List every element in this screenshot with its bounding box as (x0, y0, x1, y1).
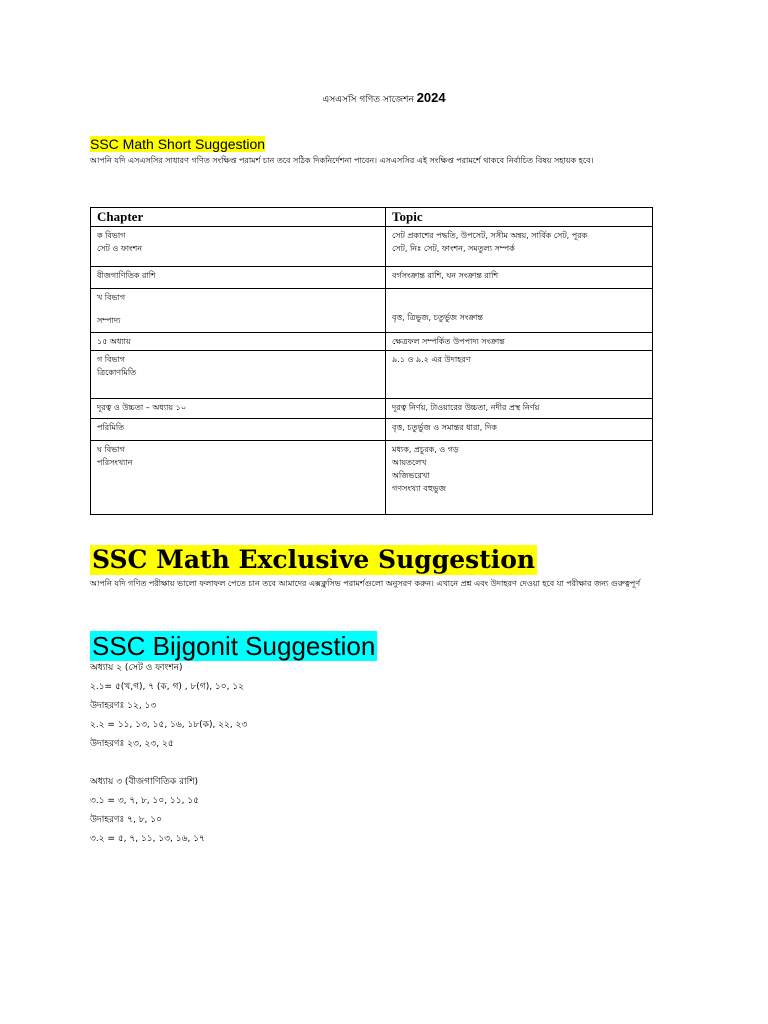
bijgonit-line: অধ্যায় ৩ (বীজগাণিতিক রাশি) (90, 777, 199, 787)
topic-cell (386, 399, 653, 419)
chapter-cell-line: খ বিভাগ (97, 293, 126, 302)
topic-cell-line: দূরত্ব নির্ণয়, টাওয়ারের উচ্চতা, নদীর প্রস্থ নির্ণয় (392, 403, 540, 412)
topic-cell-line: গণসংখ্যা বহুভুজ (392, 484, 446, 493)
topic-cell (386, 351, 653, 399)
bijgonit-line: ২.২ = ১১, ১৩, ১৫, ১৬, ১৮(ক), ২২, ২৩ (90, 720, 248, 730)
chapter-cell (91, 351, 386, 399)
page-title (0, 90, 768, 107)
short-suggestion-paragraph: আপনি যদি এসএসসির সাধারণ গণিত সংক্ষিপ্ত পরামর্শ চান তবে সঠিক দিকনির্দেশনা পাবেন। এসএসসির এই সংক্ষিপ্ত পরামর্শে থাকবে নির্বাচিত বিষয় সহায়ক হবে। (90, 156, 594, 165)
chapter-cell (91, 289, 386, 333)
topic-cell-line: সেট, নিঃ সেট, ফাংশন, সমতুল্য সম্পর্ক (392, 244, 515, 253)
topic-cell (386, 227, 653, 267)
chapter-cell-line: বীজগাণিতিক রাশি (97, 271, 156, 280)
topic-cell (386, 419, 653, 441)
table-header-row (91, 208, 653, 227)
table-row (91, 441, 653, 515)
bijgonit-line: ৩.১ = ৩, ৭, ৮, ১০, ১১, ১৫ (90, 796, 200, 806)
topic-cell (386, 441, 653, 515)
page-title-year: 2024 (416, 90, 446, 105)
topic-cell-line: ক্ষেত্রফল সম্পর্কিত উপপাদ্য সংক্রান্ত (392, 337, 505, 346)
chapter-cell-line: পরিসংখ্যান (97, 458, 133, 467)
chapter-cell (91, 227, 386, 267)
topic-cell-line (392, 291, 646, 301)
chapter-cell-line: ১৫ অধ্যায় (97, 337, 131, 346)
topic-cell-line: ৯.১ ও ৯.২ এর উদাহরণ (392, 355, 471, 364)
chapter-cell (91, 267, 386, 289)
bijgonit-line: উদাহরণঃ ৭, ৮, ১০ (90, 815, 162, 825)
table-row (91, 351, 653, 399)
bijgonit-line: ২.১= ৫(খ,গ), ৭ (ক, গ) , ৮(গ), ১০, ১২ (90, 682, 245, 692)
chapter-cell-line: ক বিভাগ (97, 231, 126, 240)
chapter-cell-line: ঘ বিভাগ (97, 445, 125, 454)
chapter-column-header: Chapter (91, 208, 386, 227)
topic-cell (386, 289, 653, 333)
chapter-cell (91, 399, 386, 419)
table-row (91, 267, 653, 289)
topic-cell (386, 333, 653, 351)
topic-cell-line: অজিভরেখা (392, 471, 430, 480)
chapter-topic-table (90, 207, 653, 515)
bijgonit-line: উদাহরণঃ ২৩, ২৩, ২৫ (90, 739, 174, 749)
chapter-cell-line: পরিমিতি (97, 423, 125, 432)
table-row (91, 333, 653, 351)
chapter-cell-line: সম্পাদ্য (97, 316, 121, 325)
exclusive-suggestion-paragraph: আপনি যদি গণিত পরীক্ষায় ভালো ফলাফল পেতে চান তবে আমাদের এক্সক্লুসিভ পরামর্শগুলো অনুসরণ করুন। এখানে প্রশ্ন এবং উদাহরণ দেওয়া হবে যা পরীক্ষার জন্য গুরুত্বপূর্ণ (90, 579, 641, 588)
topic-cell-line (392, 301, 646, 311)
table-row (91, 419, 653, 441)
page-title-text: এসএসসি গণিত সাজেশন (322, 95, 414, 105)
bijgonit-lines (90, 659, 490, 849)
table-body (91, 227, 653, 515)
chapter-cell-line: ত্রিকোণমিতি (97, 368, 137, 377)
chapter-cell-line (97, 304, 379, 314)
bijgonit-suggestion-heading: SSC Bijgonit Suggestion (92, 631, 376, 661)
chapter-cell-line: সেট ও ফাংশন (97, 244, 142, 253)
topic-cell-line: বর্গসংক্রান্ত রাশি, ঘন সংক্রান্ত রাশি (392, 271, 499, 280)
chapter-cell-line: দূরত্ব ও উচ্চতা – অধ্যায় ১০ (97, 403, 187, 412)
bijgonit-line: ৩.২ = ৫, ৭, ১১, ১৩, ১৬, ১৭ (90, 834, 205, 844)
short-suggestion-heading: SSC Math Short Suggestion (90, 136, 266, 152)
exclusive-suggestion-heading: SSC Math Exclusive Suggestion (92, 545, 536, 574)
chapter-cell (91, 419, 386, 441)
chapter-cell (91, 441, 386, 515)
bijgonit-line: অধ্যায় ২ (সেট ও ফাংশন) (90, 663, 183, 673)
chapter-cell-line: গ বিভাগ (97, 355, 126, 364)
bijgonit-line (90, 754, 490, 773)
topic-cell (386, 267, 653, 289)
topic-cell-line: বৃত্ত, ত্রিভুজ, চতুর্ভুজ সংক্রান্ত (392, 313, 483, 322)
topic-cell-line: সেট প্রকাশের পদ্ধতি, উপসেট, সসীম অন্বয়, সার্বিক সেট, পূরক (392, 231, 588, 240)
topic-cell-line: মধ্যক, প্রচুরক, ও গড় (392, 445, 459, 454)
topic-cell-line: আয়তলেখ (392, 458, 427, 467)
chapter-cell (91, 333, 386, 351)
table-row (91, 399, 653, 419)
table-row (91, 227, 653, 267)
topic-cell-line: বৃত্ত, চতুর্ভুজ ও সমান্তর ধারা, দিক (392, 423, 497, 432)
topic-column-header: Topic (386, 208, 653, 227)
table-row (91, 289, 653, 333)
bijgonit-line: উদাহরণঃ ১২, ১৩ (90, 701, 157, 711)
